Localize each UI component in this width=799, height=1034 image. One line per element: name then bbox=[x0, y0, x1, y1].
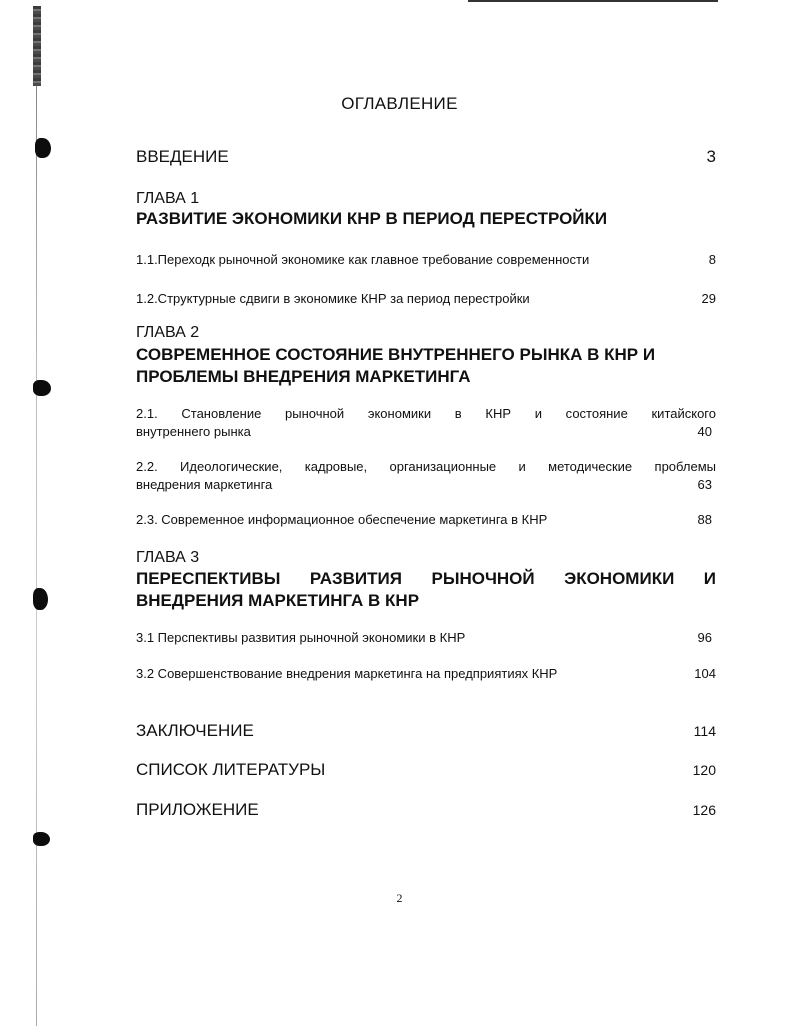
scan-binding-edge bbox=[33, 6, 41, 86]
chapter1-label: ГЛАВА 1 bbox=[136, 190, 200, 207]
conclusion-page: 114 bbox=[693, 723, 716, 739]
scan-margin-line bbox=[36, 86, 37, 1026]
section-1-1-text: 1.1.Переходк рыночной экономике как главное требование современности bbox=[136, 252, 590, 267]
toc-entry-section-1-2 bbox=[136, 290, 716, 308]
toc-entry-section-3-2 bbox=[136, 665, 716, 683]
toc-entry-section-2-3 bbox=[136, 511, 716, 529]
toc-entry-introduction bbox=[136, 147, 716, 167]
toc-entry-conclusion bbox=[136, 721, 716, 741]
section-3-2-text: 3.2 Совершенствование внедрения маркетинга на предприятиях КНР bbox=[136, 666, 558, 681]
section-3-1-page: 96 bbox=[697, 630, 712, 645]
appendix-page: 126 bbox=[692, 802, 716, 818]
chapter2-title-line1: СОВРЕМЕННОЕ СОСТОЯНИЕ ВНУТРЕННЕГО РЫНКА В КНР И bbox=[136, 345, 656, 364]
toc-entry-section-3-1 bbox=[136, 629, 716, 647]
chapter3-title-line1: ПЕРЕСПЕКТИВЫ РАЗВИТИЯ РЫНОЧНОЙ ЭКОНОМИКИ И bbox=[136, 569, 716, 588]
punch-hole-mark bbox=[33, 588, 48, 610]
appendix-label: ПРИЛОЖЕНИЕ bbox=[136, 800, 259, 819]
references-page: 120 bbox=[692, 762, 716, 778]
chapter1-title: РАЗВИТИЕ ЭКОНОМИКИ КНР В ПЕРИОД ПЕРЕСТРОЙКИ bbox=[136, 209, 608, 228]
conclusion-label: ЗАКЛЮЧЕНИЕ bbox=[136, 721, 254, 740]
section-2-3-page: 88 bbox=[697, 512, 712, 527]
page-title: ОГЛАВЛЕНИЕ bbox=[341, 94, 458, 113]
section-3-1-text: 3.1 Перспективы развития рыночной экономики в КНР bbox=[136, 630, 466, 645]
section-2-2-text-line1: 2.2. Идеологические, кадровые, организационные и методические проблемы bbox=[136, 459, 716, 474]
references-label: СПИСОК ЛИТЕРАТУРЫ bbox=[136, 760, 326, 779]
section-2-2-text-line2: внедрения маркетинга bbox=[136, 477, 273, 492]
section-2-1-text-line2: внутреннего рынка bbox=[136, 424, 251, 439]
section-3-2-page: 104 bbox=[694, 666, 716, 681]
toc-entry-appendix bbox=[136, 800, 716, 820]
chapter2-title-line2: ПРОБЛЕМЫ ВНЕДРЕНИЯ МАРКЕТИНГА bbox=[136, 367, 471, 386]
section-2-1-page: 40 bbox=[697, 424, 712, 439]
toc-entry-references bbox=[136, 760, 716, 780]
punch-hole-mark bbox=[35, 138, 51, 158]
section-1-1-page: 8 bbox=[708, 252, 716, 267]
section-1-2-text: 1.2.Структурные сдвиги в экономике КНР за период перестройки bbox=[136, 291, 530, 306]
punch-hole-mark bbox=[33, 380, 51, 396]
toc-entry-section-1-1 bbox=[136, 251, 716, 269]
section-2-1-text-line1: 2.1. Становление рыночной экономики в КНР и состояние китайского bbox=[136, 406, 716, 421]
introduction-label: ВВЕДЕНИЕ bbox=[136, 147, 229, 166]
chapter3-label: ГЛАВА 3 bbox=[136, 549, 200, 566]
section-1-2-page: 29 bbox=[701, 291, 716, 306]
scan-top-rule bbox=[468, 0, 718, 2]
toc-entry-section-2-1 bbox=[136, 405, 716, 441]
section-2-2-page: 63 bbox=[697, 477, 712, 492]
toc-entry-section-2-2 bbox=[136, 458, 716, 494]
introduction-page: 3 bbox=[706, 147, 716, 166]
chapter2-label: ГЛАВА 2 bbox=[136, 324, 200, 341]
section-2-3-text: 2.3. Современное информационное обеспечение маркетинга в КНР bbox=[136, 512, 548, 527]
chapter3-title-line2: ВНЕДРЕНИЯ МАРКЕТИНГА В КНР bbox=[136, 591, 420, 610]
page-number: 2 bbox=[396, 891, 403, 905]
punch-hole-mark bbox=[33, 832, 50, 846]
